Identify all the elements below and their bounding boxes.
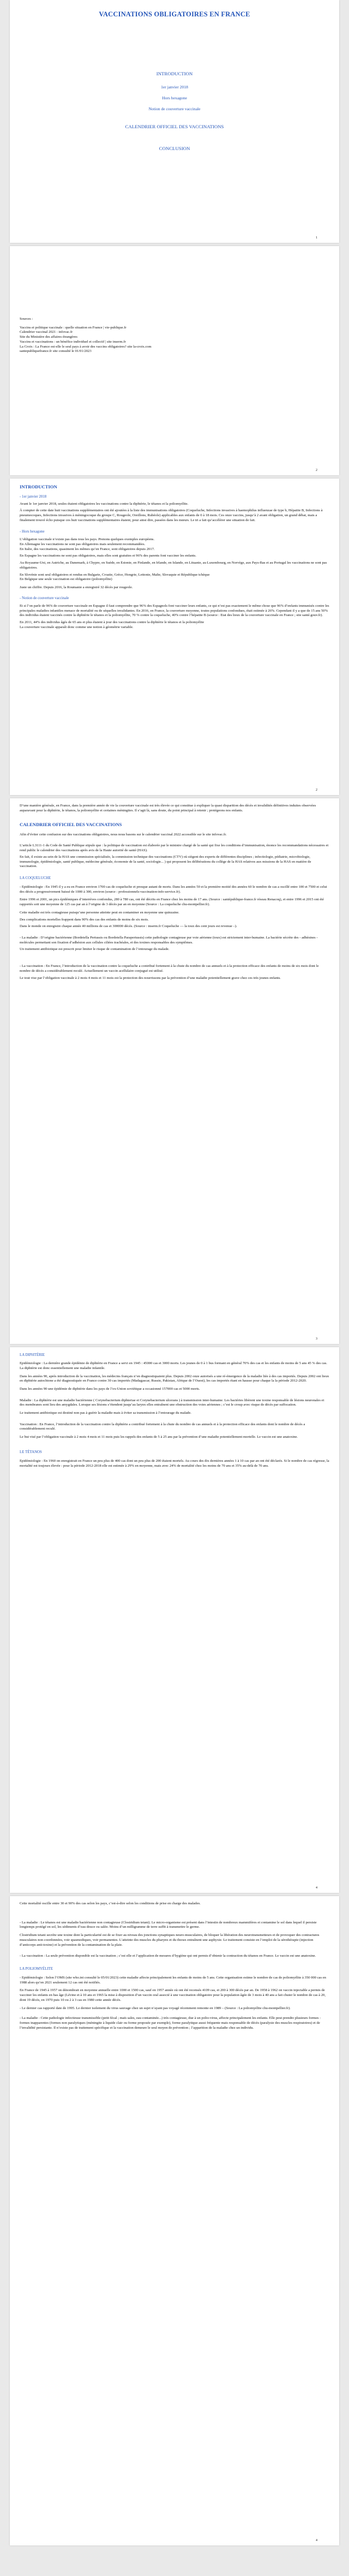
sources-page [10,246,339,475]
paragraph: - La vaccination : En France, l’introduction de la vaccination contre la coqueluche a contribué fortement à la chute du nombre de cas annuels et à la protection efficace des enfants de moins de six mois dont le nombre de décès a considérablement reculé. Actuellement un vaccin acellulaire conjugué est utilisé. [20,964,319,973]
source-line: Vaccins et vaccinations : un bénéfice individuel et collectif | site inserm.fr [20,339,126,344]
paragraph: En Slovénie sont seul obligatoires et rendus en Bulgarie, Croatie, Grèce, Hongrie, Lettonie, Malte, Slovaquie et République tchèque [20,572,210,577]
cover-page [10,0,339,243]
paragraph: En Espagne les vaccinations ne sont pas obligatoires, mais elles sont gratuites et 96% des parents font vacciner les enfants. [20,554,196,558]
paragraph: Epidémiologie : En 1960 on enregistrait en France un peu plus de 400 cas dont un peu plus de 200 étaient mortels. Au cours des dix dernières années 1 à 10 cas par an ont été déclarés. Si le nombre de cas régresse, la mortalité est toujours élevée : pour la période 2012-2018 elle est estimée à 29% en moyenne, mais avec 24% de mortalité chez les moins de 70 ans et 35% au-delà de 70 ans. [20,1459,329,1468]
sub-heading-hors-hexagone: - Hors hexagone [20,530,45,534]
paragraph: Cette mortalité oscille entre 30 et 90% des cas selon les pays, c’est-à-dire selon les conditions de prise en charge des malades. [20,1902,201,1905]
sub-heading-diphterie: LA DIPHTÉRIE [20,1353,45,1357]
section-heading-calendrier: CALENDRIER OFFICIEL DES VACCINATIONS [20,822,122,828]
paragraph: Au Royaume-Uni, en Autriche, au Danemark, à Chypre, en Suède, en Estonie, en Finlande, en Irlande, en Islande, en Lituanie, au Luxembourg, en Norvège, aux Pays-Bas et au Portugal les vaccinations ne sont pas obligatoires. [20,561,327,570]
paragraph: En fait, il existe au sein de la HAS une commission spécialisée, la commission technique des vaccinations (CTV) où siègent des experts de différentes disciplines ; infectiologie, pédiatrie, microbiologie, immunologie, épidémiologie, santé publique, médecine générale, économie de la santé, sociologie... ) qui proposent les délibérations du collège de la HAS relatives aux missions de la HAS en matière de vaccination. [20,854,311,869]
source-line: Vaccins et politique vaccinale : quelle situation en France | vie-publique.fr [20,325,127,330]
paragraph: - Le dernier cas rapporté date de 1995. Le dernier isolement du virus sauvage chez un sujet n’ayant pas voyagé récemment remonte en 1989 – (Source : La poliomyélite chu-montpellier.fr). [20,2006,291,2010]
paragraph: - La maladie : D’origine bactérienne (Bordetella Pertussis ou Bordetella Parapertussis) cette pathologie contagieuse pur voie aérienne (toux) est strictement inter-humaine. La bactérie sécrète des - adhésines - molécules permettant son fixation d’adhésion aux cellules ciliées trachéales, et des toxines responsables des symptômes. [20,936,318,945]
paragraph: Un traitement antibiotique est prescrit pour limiter le risque de contamination de l’entourage du malade. [20,947,170,952]
paragraph: En Allemagne les vaccinations ne sont pas obligatoires mais seulement recommandées. [20,542,146,547]
toc-hors-hexagone: Hors hexagone [162,95,187,101]
introduction-page [10,479,339,795]
source-line: Calendrier vaccinal 2021 : infovac.fr [20,330,73,334]
source-line: Site du Ministère des affaires étrangères [20,335,77,339]
diphtheria-page [10,1347,339,1893]
toc-notion: Notion de couverture vaccinale [148,106,201,112]
paragraph: En 2011, 44% des individus âgés de 65 ans et plus étaient à jour des vaccinations contre la diphtérie le tétanos et la poliomyélite [20,620,204,624]
paragraph: En Italie, des vaccinations, quasiment les mêmes qu’en France, sont obligatoires depuis 2017. [20,547,155,551]
source-line: La Croix : La France est-elle le seul pays à avoir des vaccins obligatoires? site la-croix.com [20,344,152,349]
page-number: 4 [316,1886,317,1890]
paragraph: Dans les années 90, après introduction de la vaccination, les médecins français n’en diagnostiquaient plus. Depuis 2002 onze autorisés a une ré-émergence de la maladie liée à des cas importés. Depuis 2002 ont lieux en diphtérie autochtone a été diagnostiquée en France contre 30 cas importés (Madagascar, Russie, Pakistan, Afrique de l’Ouest), les cas importés étant en hausse pour chaque la la période 2012-2020. [20,1374,329,1383]
calendar-page [10,798,339,1344]
tetanus-polio-page [10,1896,339,2545]
paragraph: Afin d’éviter cette confusion sur des vaccinations obligatoires, nous nous basons sur le calendrier vaccinal 2022 accessible sur le site infovac.fr. [20,832,227,836]
toc-conclusion: CONCLUSION [159,145,190,151]
paragraph: Le but visé par l’obligation vaccinale à 2 mois 4 mois et 11 mois puis les rappels des enfants de 5 à 25 ans par la prévention d’une maladie potentiellement mortelle. Le vaccin est une anatoxine. [20,1435,298,1439]
paragraph: - La maladie : Le tétanos est une maladie bactérienne non contagieuse (Clostridium tetani). Le micro-organisme est présent dans l’intestin de nombreux mammifères et contamine le sol dans lequel il persiste longtemps protégé en sol, les sédiments d’eau douce ou salée. Moins d’un milligramme de terre suffit à transmettre le germe. [20,1920,317,1929]
page-number: 4 [316,2539,317,2543]
toc-date: 1er janvier 2018 [161,85,188,90]
paragraph: Juste un chiffre. Depuis 2016, la Roumanie a enregistré 32 décès par rougeole. [20,585,133,589]
paragraph: En Belgique une seule vaccination est obligatoire (poliomyélite) [20,577,112,582]
paragraph: Cette maladie est très contagieuse puisqu’une personne atteinte peut en contaminer en moyenne une quinzaine. [20,910,179,915]
sub-heading-tetanos: LE TÉTANOS [20,1450,42,1454]
paragraph: Epidémiologie : La dernière grande épidémie de diphtérie en France a servi en 1945 : 45000 cas et 3000 morts. Les jeunes de 0 à 1 bus formant en général 70% des cas et les enfants de moins de 5 ans 45 % des cas. La diphtérie est donc essentiellement une maladie infantile. [20,1361,327,1370]
document-title: VACCINATIONS OBLIGATOIRES EN FRANCE [99,10,250,18]
paragraph: D’une manière générale, en France, dans la première année de vie la couverture vaccinale est très élevée ce qui constitue à expliquer la quasi disparition des décès et invalidités définitives induites observées auparavant pour la diphtérie, le tétanos, la poliomyélite et certaines méningites. Il s’agit là, sans doute, du point principal à retenir ; protégeons nos enfants. [20,804,316,812]
sources-heading: Sources : [20,317,33,321]
paragraph: - Epidémiologie : En 1945 il y a eu en France environ 1700 cas de coqueluche et presque autant de morts. Dans les années 50 et la première moitié des années 60 le nombre de cas a oscillé entre 100 et 7500 et celui des décès a progressivement baissé de 1000 à 300, environ (source : professionnels-vaccination-info-service.fr). [20,885,327,894]
page-number: 3 [316,1337,317,1341]
paragraph: - La maladie : Cette pathologie infectieuse transmissible (petit fécal ; maïs sales, eau contaminée...) très contagieuse, due à un polio-virus, affecte principalement les enfants. Elle peut prendre plusieurs formes : formes inapparentes (formes non paralytiques (méningite à liquide clair ou forme proposée par exemple), forme paralytique aussi fréquente mais responsable de décès (paralysie des muscles respiratoires) et de l’invalidité persistante. Il n’existe pas de traitement spécifique et la vaccination demeure le seul moyen de prévention ; l’apparition de la maladie chez un individu. [20,2016,321,2030]
paragraph: Dans les années 90 une épidémie de diphtérie dans les pays de l’ex-Union soviétique a occasionné 157000 cas et 5000 morts. [20,1386,200,1391]
paragraph: Maladie : La diphtérie est une maladie bactérienne ( Corynebacterium diphteriae et Corynebacterium ulcerans ) à transmission inter-humaine. Les bactéries libèrent une toxine responsable de lésions neuronales et des membranes sont lieu des amygdales. Lorsque ses lésions s’étendent jusqu’au larynx elles entraînent une obstruction des voies aériennes ; c’est le croup avec risque de décès par suffocation. [20,1398,324,1407]
page-number: 2 [316,788,317,792]
paragraph: - Epidémiologie : Selon l’OMS (site who.int consulté le 05/01/2023) cette maladie affecte principalement les enfants de moins de 5 ans. Cette organisation estime le nombre de cas de poliomyélite à 350 000 cas en 1988 alors qu’en 2021 seulement 12 cas ont été notifiés. [20,1976,326,1985]
paragraph: L’article L3111-1 du Code de Santé Publique stipule que : la politique de vaccination est élaborée par le ministre chargé de la santé qui fixe les conditions d’immunisation, énonce les recommandations nécessaires et rend public le calendrier des vaccinations après avis de la Haute autorité de santé (HAS). [20,844,329,853]
paragraph: La couverture vaccinale apparaît donc comme une notion à géométrie variable. [20,625,134,629]
paragraph: Vaccination : En France, l’introduction de la vaccination contre la diphtérie a contribué fortement à la chute du nombre de cas annuels et à la protection efficace des enfants dont le nombre de décès a considérablement reculé. [20,1422,305,1431]
page-number: 1 [316,236,317,240]
page-number: 2 [316,469,317,473]
paragraph: Entre 1996 et 2001, un pics épidémiques d’interrèves confondus, 280 à 780 cas, ont été décrits en France chez les moins de 17 ans. (Source : santépublique-france.fr réseau Renacoq), et entre 1996 et 2015 ont été rapportés soit une moyenne de 125 cas par an à l’origine de 3 décès par an en moyenne (Source : La coqueluche chu-montpellier.fr). [20,898,324,907]
toc-calendrier: CALENDRIER OFFICIEL DES VACCINATIONS [125,124,224,130]
paragraph: À compter de cette date huit vaccinations supplémentaires ont été ajoutées à la liste des immunisations obligatoires (Coqueluche, Infections invasives à haemophilus influenzae de type b, Hépatite B, Infections à pneumocoques, Infections invasives à méningocoque du groupe C, Rougeole, Oreillons, Rubéole) applicables aux enfants de 0 à 18 mois. Ces onze vaccins, jusqu’à 2 avant obligation, un grand débat, mais a finalement trouvé écho puisque ces huit vaccinations supplémentaires étaient, pour ainsi dire, passées dans les mœurs. Le tri a fait qu’accélérer une situation de fait. [20,509,323,522]
sub-heading-coqueluche: LA COQUELUCHE [20,876,51,880]
sub-heading-notion: - Notion de couverture vaccinale [20,596,69,600]
paragraph: Avant le 1er janvier 2018, seules étaient obligatoires les vaccinations contre la diphtérie, le tétanos et la poliomyélite. [20,502,189,506]
toc-introduction: INTRODUCTION [156,70,193,76]
paragraph: Dans le monde on enregistre chaque année 40 millions de cas et 300000 décès. (Source : inserm.fr Coqueluche — la toux des cent jours est revenue –). [20,924,237,929]
sub-heading-date: - 1er janvier 2018 [20,495,47,499]
sub-heading-poliomyelite: LA POLIOMYÉLITE [20,1967,53,1971]
paragraph: Des complications mortelles frappent dans 90% des cas des enfants de moins de six mois. [20,917,149,922]
paragraph: Le traitement antibiotique est destiné non pas à guérir la maladie mais à éviter sa transmission à l’entourage du malade. [20,1411,191,1415]
paragraph: Clostridium tetani secrète une toxine dont la particularité est de se fixer au niveau des jonctions synaptiques neuro-musculaires, de bloquer la libération des neurotransmetteurs et de provoquer des contractures musculaires non coordonnées, voir spasmodiques, voir permanentes. L’atteinte des muscles du pharynx et du thorax entraînent une asphyxie. Le traitement consiste en l’emploi de la sérothérapie (injection d’anticorps anti-toxine) et la prévention de la contamination de la plaie. [20,1933,320,1947]
paragraph: L’obligation vaccinale n’existe pas dans tous les pays. Prenons quelques exemples européens. [20,537,155,542]
section-heading-introduction: INTRODUCTION [20,484,57,489]
source-line: santepubliquefrance.fr site consulté le 01/01/2023 [20,349,92,354]
paragraph: En France de 1945 à 1957 on dénombrait en moyenne annuelle entre 1000 et 1500 cas, sauf en 1957 année où ont été recensés 4109 cas, et 200 à 300 décès par an. De 1958 à 1962 on vaccin injectable a permis de vacciner les enfants en bas âge (Lévine et à 10 ans et 1965 la mise à disposition d’un vaccin oral associé à une vaccination obligatoire pour la population âgée de 3 mois à 40 ans a fait chuter le nombre de cas à 20, dont 19 décès, en 1970 puis 10 ou 2 à 3 cas en 1980 cette année décès. [20,1988,326,2002]
paragraph: Le tout vise par l’obligation vaccinale à 2 mois 4 mois et 11 mois est la protection des nourrissons par la prévention d’une maladie potentiellement grave chez ces très jeunes enfants. [20,976,281,980]
paragraph: Et si l’on parle de 96% de couverture vaccinale en Espagne il faut comprendre que 96% des Espagnols font vacciner leurs enfants, ce qui n’est pas exactement le même chose que 96% d’enfants immunisés contre les principales maladies infantiles menace de mortalité ou de séquelles invalidantes. En 2016, en France, la couverture moyenne, toutes populations confondues, était estimée à 26%. Cependant il y a que de 15 ans 50% des individus étaient vaccinés contre la diphtérie le tétanos et la poliomyélite, 70 % contre la coqueluche, 40% contre l’hépatite B (source : Etat des lieux de la couverture vaccinale en France ; site santé.gouv.fr). [20,603,329,618]
paragraph: - La vaccination : La seule prévention disponible est la vaccination ; c’est elle et l’application de mesures d’hygiène qui ont permis d’obtenir la contraction du tétanos en France. Le vaccin est une anatoxine. [20,1954,316,1958]
